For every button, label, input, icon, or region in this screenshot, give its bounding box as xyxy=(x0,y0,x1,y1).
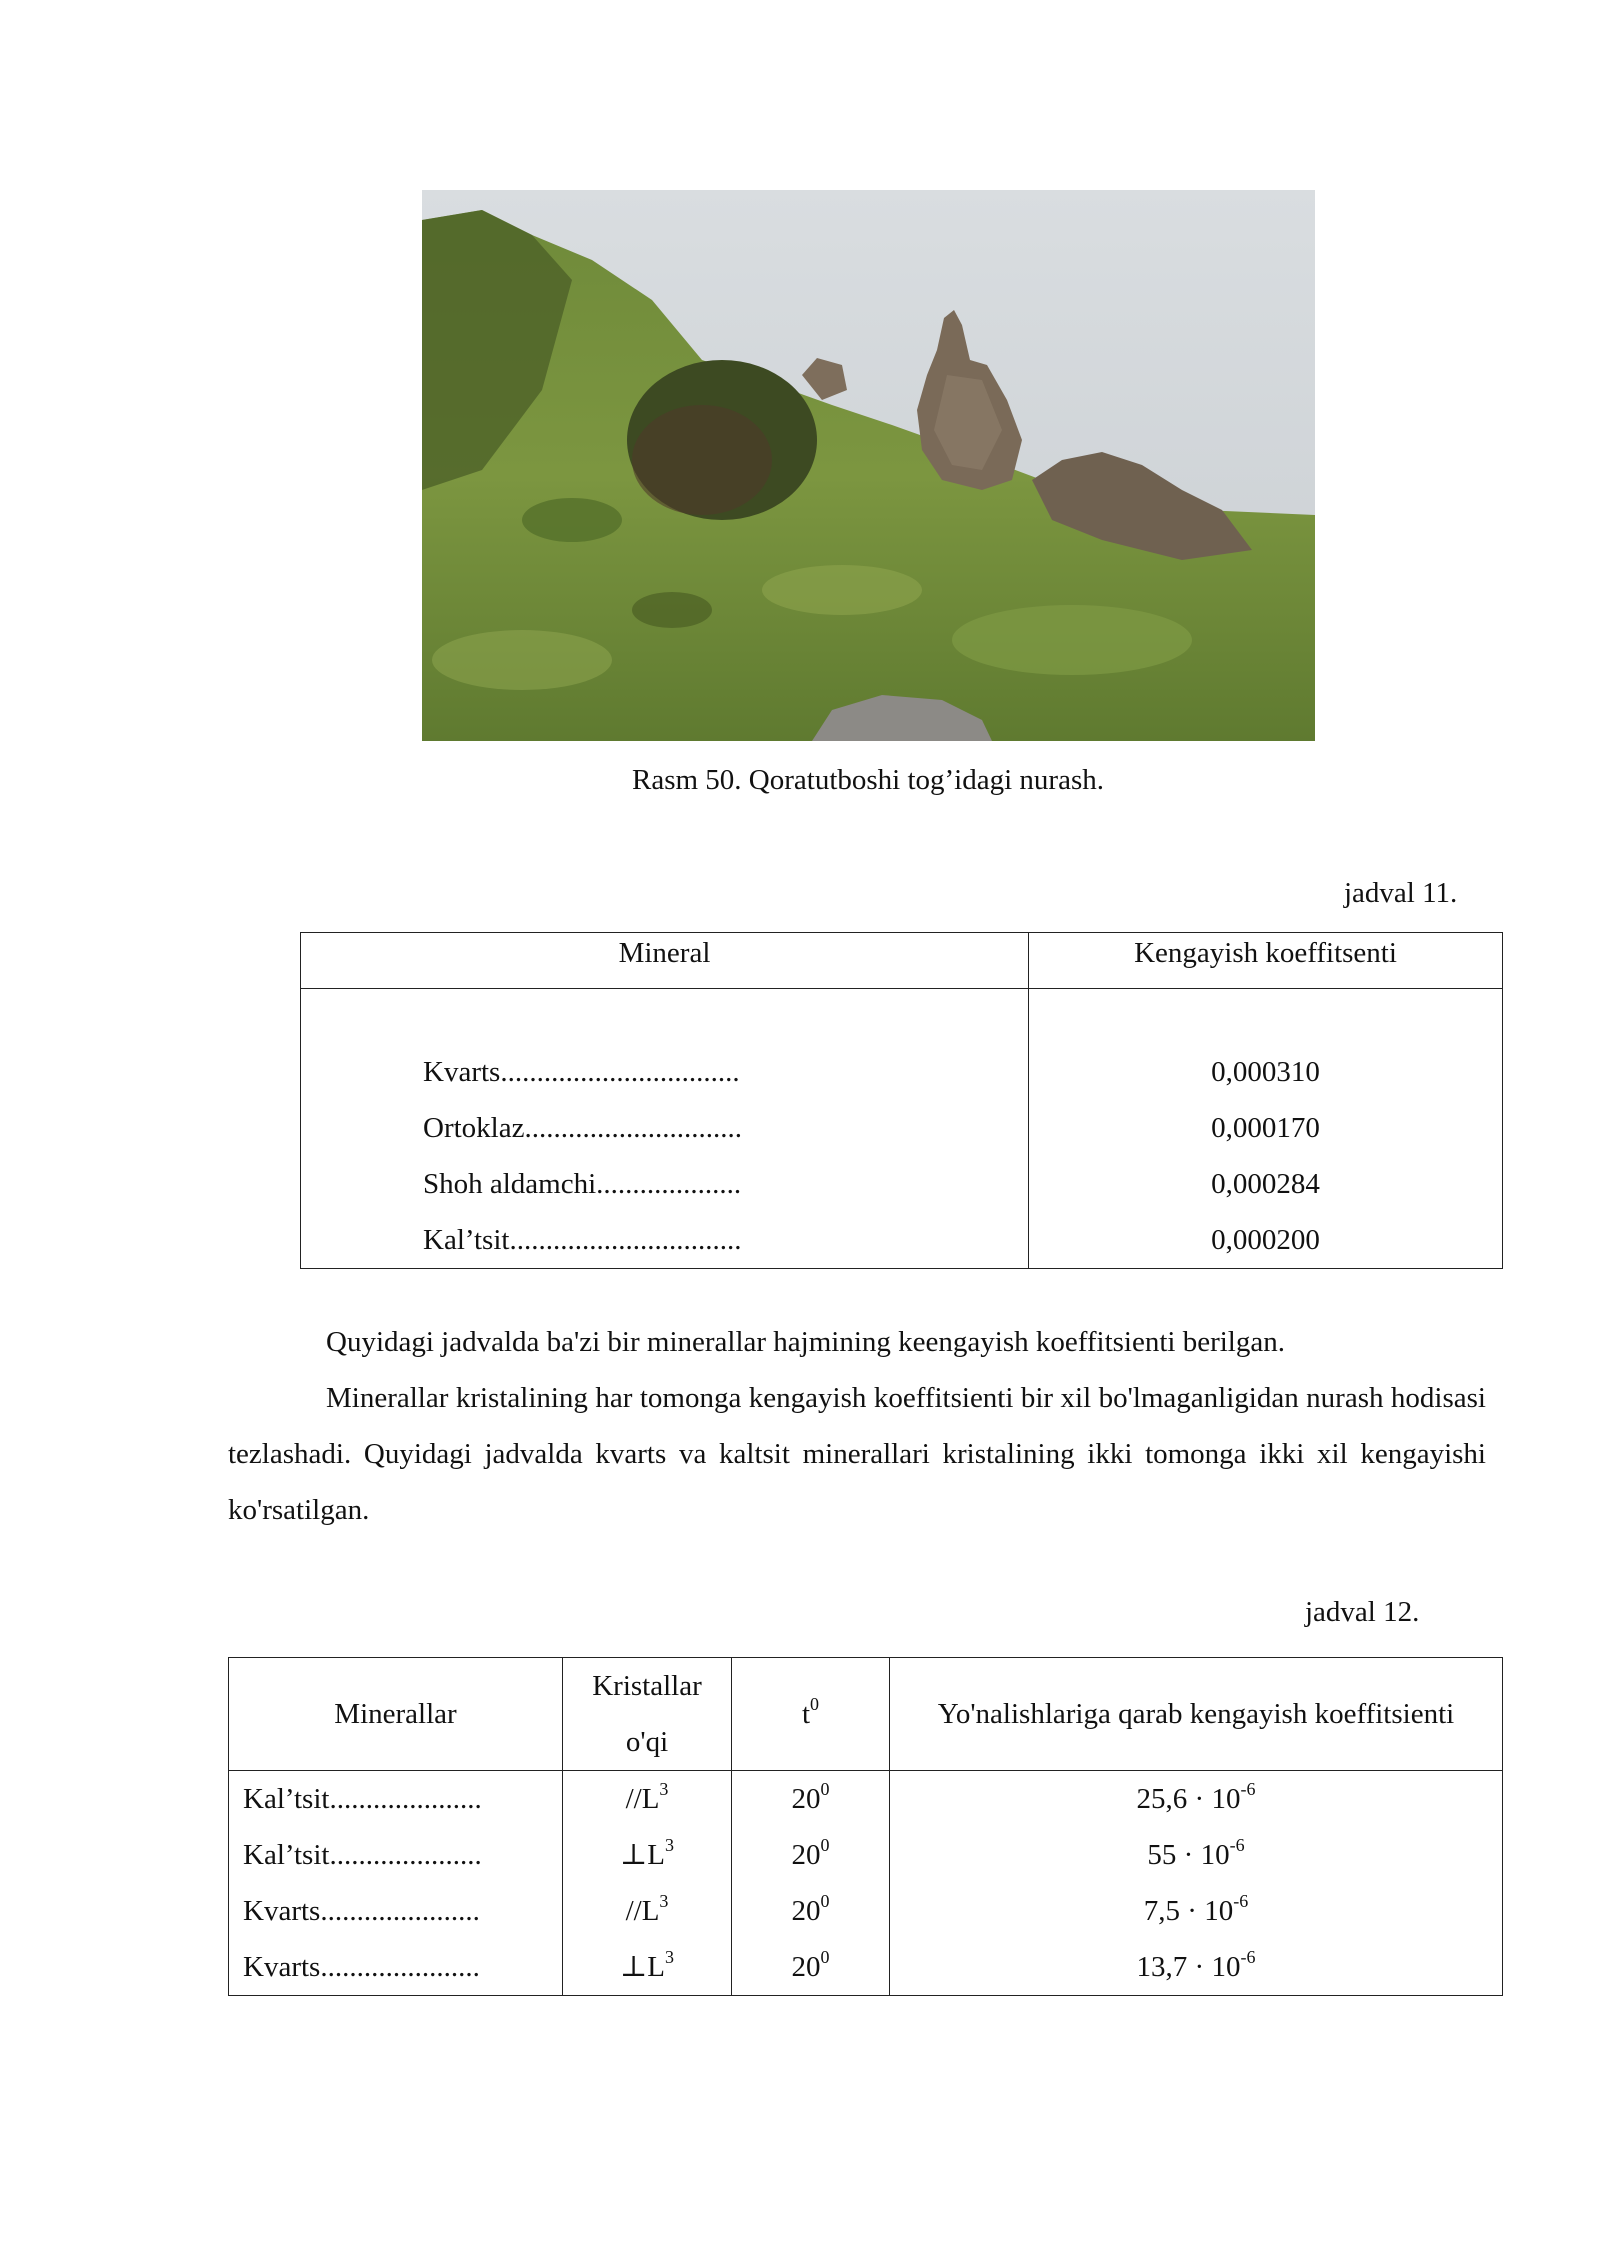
table12-axis: $\perp L^3$ xyxy=(620,1835,674,1871)
table12-body-row xyxy=(229,1771,1503,1996)
paragraph-1: Quyidagi jadvalda ba'zi bir minerallar hajmining keengayish koeffitsienti berilgan. xyxy=(326,1326,1285,1358)
table11-value: 0,000170 xyxy=(1211,1112,1320,1144)
table11-mineral: Kal’tsit................................ xyxy=(423,1224,742,1256)
table12-axis: $//L^3$ xyxy=(625,1891,669,1927)
table12-mineral: Kvarts...................... xyxy=(243,1895,480,1927)
table11-mineral: Shoh aldamchi.................... xyxy=(423,1168,742,1200)
table12-temp: $20^0$ xyxy=(791,1891,830,1927)
figure-photo xyxy=(422,190,1315,741)
table12-header-axis-line1: Kristallar xyxy=(592,1670,702,1702)
table12-header-coefficient: Yo'nalishlariga qarab kengayish koeffitsienti xyxy=(890,1658,1503,1771)
table12-header-axis-line2: o'qi xyxy=(625,1726,669,1758)
table11-value: 0,000284 xyxy=(1211,1168,1320,1200)
table12-coef: $55 \cdot 10^{-6}$ xyxy=(1147,1835,1245,1871)
table-12 xyxy=(228,1657,1503,1996)
table12-coef-list xyxy=(890,1771,1503,1996)
table11-header-mineral: Mineral xyxy=(301,933,1029,989)
mountain-photo-illustration xyxy=(422,190,1315,741)
figure-caption: Rasm 50. Qoratutboshi tog’idagi nurash. xyxy=(631,764,1104,796)
table11-mineral: Ortoklaz.............................. xyxy=(423,1112,742,1144)
table12-mineral: Kal’tsit..................... xyxy=(243,1783,482,1815)
table12-temp: $20^0$ xyxy=(791,1947,830,1983)
table12-axis: $//L^3$ xyxy=(625,1779,669,1815)
table11-body-row xyxy=(301,989,1503,1269)
table-11 xyxy=(300,932,1503,1269)
table11-header-coefficient: Kengayish koeffitsenti xyxy=(1029,933,1503,989)
table12-coef: $7,5 \cdot 10^{-6}$ xyxy=(1143,1891,1249,1927)
table12-header-minerals: Minerallar xyxy=(229,1658,563,1771)
table12-header-temp-sup: 0 xyxy=(810,1694,820,1714)
paragraph-2: Minerallar kristalining har tomonga kengayish koeffitsienti bir xil bo'lmaganligidan nurash hodisasi tezlashadi. Quyidagi jadvalda kvarts va kaltsit minerallari kristalining ikki tomonga ikki xil kengayishi ko'rsatilgan. xyxy=(228,1382,1486,1526)
table12-mineral: Kal’tsit..................... xyxy=(243,1839,482,1871)
table12-label: jadval 12. xyxy=(1305,1596,1420,1628)
table11-mineral-list xyxy=(301,989,1029,1269)
table12-temp: $20^0$ xyxy=(791,1835,830,1871)
table11-value: 0,000310 xyxy=(1211,1056,1320,1088)
table12-mineral-list xyxy=(229,1771,563,1996)
table12-header-axis xyxy=(563,1658,732,1771)
table11-label: jadval 11. xyxy=(1344,877,1458,909)
table12-coef: $13,7 \cdot 10^{-6}$ xyxy=(1136,1947,1256,1983)
table12-temp-list xyxy=(732,1771,890,1996)
table11-header-row xyxy=(301,933,1503,989)
table12-temp: $20^0$ xyxy=(791,1779,830,1815)
table12-mineral: Kvarts...................... xyxy=(243,1951,480,1983)
table12-axis: $\perp L^3$ xyxy=(620,1947,674,1983)
table11-value: 0,000200 xyxy=(1211,1224,1320,1256)
table12-coef: $25,6 \cdot 10^{-6}$ xyxy=(1136,1779,1256,1815)
table12-header-temp-base: t xyxy=(801,1698,811,1730)
table12-header-temp xyxy=(732,1658,890,1771)
table11-mineral: Kvarts................................. xyxy=(423,1056,740,1088)
table12-axis-list xyxy=(563,1771,732,1996)
table11-value-list xyxy=(1029,989,1503,1269)
table12-header-row xyxy=(229,1658,1503,1771)
